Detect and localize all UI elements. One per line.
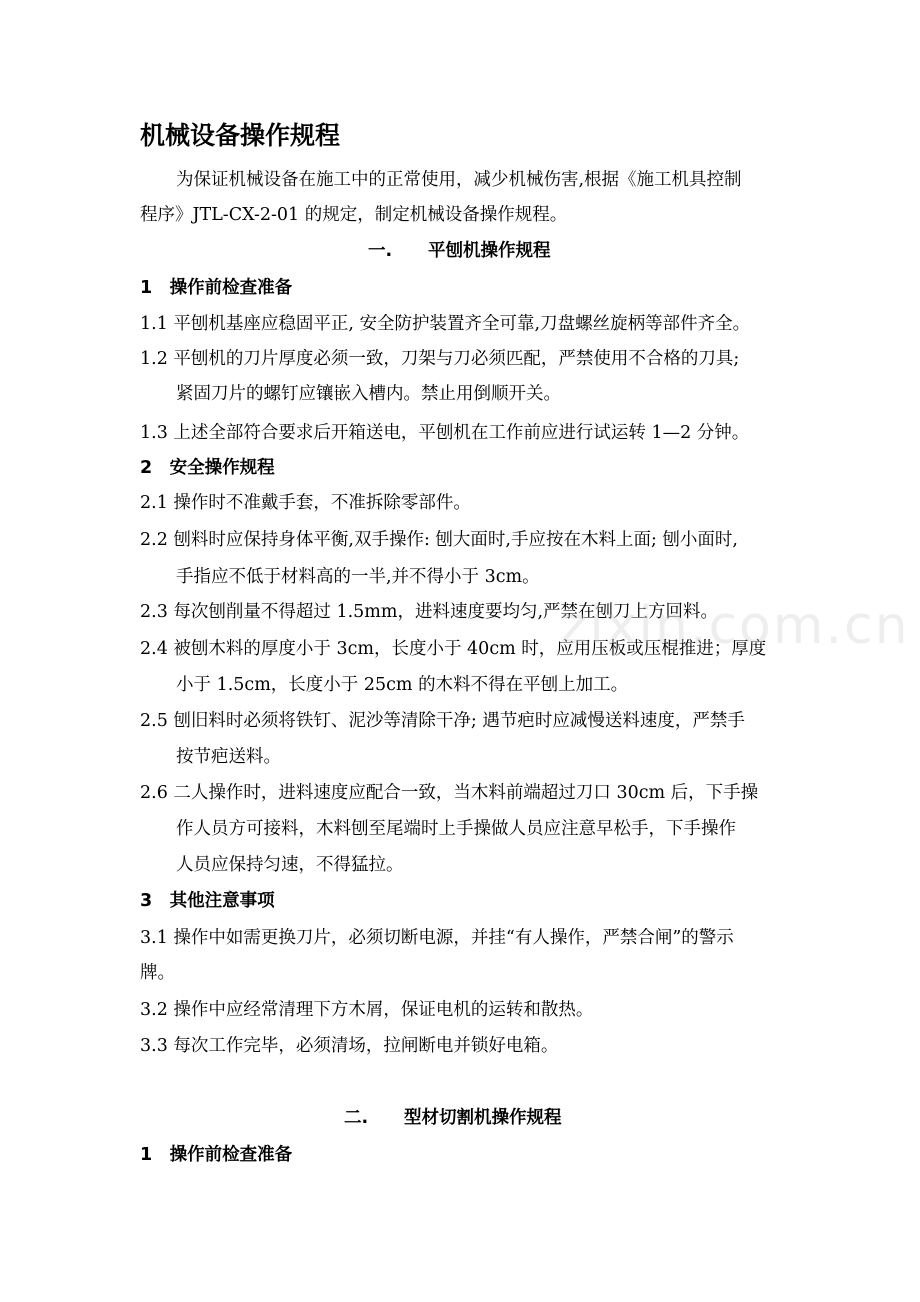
s1-para-2-2a: 2.2 刨料时应保持身体平衡,双手操作: 刨大面时,手应按在木料上面; 刨小面时, (140, 530, 738, 550)
section-1-number: 一. (368, 241, 393, 261)
s1-para-1-2a: 1.2 平刨机的刀片厚度必须一致，刀架与刀必须匹配，严禁使用不合格的刀具; (140, 349, 740, 369)
section-1-heading (368, 239, 551, 263)
s1-para-1-1: 1.1 平刨机基座应稳固平正, 安全防护装置齐全可靠,刀盘螺丝旋柄等部件齐全。 (140, 314, 751, 334)
intro-line-1: 为保证机械设备在施工中的正常使用，减少机械伤害,根据《施工机具控制 (176, 170, 742, 190)
s1-para-2-6c: 人员应保持匀速，不得猛拉。 (176, 855, 404, 875)
s1-para-3-1b: 牌。 (140, 963, 175, 983)
s1-para-2-6b: 作人员方可接料，木料刨至尾端时上手操做人员应注意早松手，下手操作 (176, 819, 736, 839)
section-2-title: 型材切割机操作规程 (404, 1108, 562, 1128)
s1-subheading-1: 1 操作前检查准备 (140, 278, 293, 298)
s1-para-3-3: 3.3 每次工作完毕，必须清场，拉闸断电并锁好电箱。 (140, 1036, 559, 1056)
s1-subheading-3: 3 其他注意事项 (140, 891, 275, 911)
s1-para-3-2: 3.2 操作中应经常清理下方木屑，保证电机的运转和散热。 (140, 1000, 594, 1020)
section-1-title: 平刨机操作规程 (428, 241, 551, 261)
s1-para-1-2b: 紧固刀片的螺钉应镶嵌入槽内。禁止用倒顺开关。 (176, 384, 561, 404)
s1-para-2-2b: 手指应不低于材料高的一半,并不得小于 3cm。 (176, 567, 540, 587)
s2-subheading-1: 1 操作前检查准备 (140, 1145, 293, 1165)
s1-para-2-4a: 2.4 被刨木料的厚度小于 3cm，长度小于 40cm 时，应用压板或压棍推进；厚度 (140, 639, 767, 659)
s1-para-2-4b: 小于 1.5cm，长度小于 25cm 的木料不得在平刨上加工。 (176, 675, 629, 695)
watermark: zixin.com.cn (560, 596, 910, 656)
s1-para-2-5b: 按节疤送料。 (176, 747, 281, 767)
section-2-heading (344, 1106, 562, 1130)
s1-para-3-1a: 3.1 操作中如需更换刀片，必须切断电源，并挂“有人操作，严禁合闸”的警示 (140, 928, 734, 948)
s1-para-1-3: 1.3 上述全部符合要求后开箱送电，平刨机在工作前应进行试运转 1—2 分钟。 (140, 423, 750, 443)
s1-para-2-3: 2.3 每次刨削量不得超过 1.5mm，进料速度要均匀,严禁在刨刀上方回料。 (140, 602, 719, 622)
intro-line-2: 程序》JTL-CX-2-01 的规定，制定机械设备操作规程。 (140, 205, 568, 225)
s1-para-2-1: 2.1 操作时不准戴手套，不准拆除零部件。 (140, 493, 471, 513)
s1-subheading-2: 2 安全操作规程 (140, 458, 275, 478)
s1-para-2-6a: 2.6 二人操作时，进料速度应配合一致，当木料前端超过刀口 30cm 后，下手操 (140, 783, 759, 803)
page-title: 机械设备操作规程 (140, 121, 341, 150)
section-2-number: 二. (344, 1108, 369, 1128)
s1-para-2-5a: 2.5 刨旧料时必须将铁钉、泥沙等清除干净; 遇节疤时应减慢送料速度，严禁手 (140, 711, 745, 731)
